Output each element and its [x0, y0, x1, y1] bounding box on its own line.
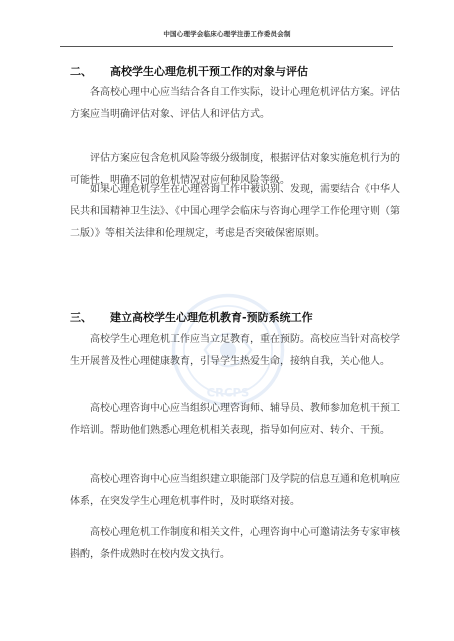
- section-3-paragraph-4: 高校心理危机工作制度和相关文件，心理咨询中心可邀请法务专家审核斟酌，条件成熟时在校内发文执行。: [70, 527, 400, 560]
- section-2-paragraph-1: 各高校心理中心应当结合各自工作实际，设计心理危机评估方案。评估方案应当明确评估对象、评估人和评估方式。: [70, 87, 400, 120]
- page-header: 中国心理学会临床心理学注册工作委员会制: [163, 30, 291, 38]
- section-3-paragraph-1: 高校学生心理危机工作应当立足教育，重在预防。高校应当针对高校学生开展普及性心理健康教育，引导学生热爱生命，接纳自我，关心他人。: [70, 334, 400, 367]
- header-divider: [60, 46, 393, 47]
- svg-text:CRCPS: CRCPS: [206, 385, 250, 400]
- section-3-heading: [70, 309, 313, 325]
- section-2-title: 高校学生心理危机干预工作的对象与评估: [110, 65, 308, 78]
- section-3-paragraph-3: 高校心理咨询中心应当组织建立职能部门及学院的信息互通和危机响应体系，在突发学生心理危机事件时，及时联络对接。: [70, 474, 400, 507]
- section-3-paragraph-2: 高校心理咨询中心应当组织心理咨询师、辅导员、教师参加危机干预工作培训。帮助他们熟悉心理危机相关表现，指导如何应对、转介、干预。: [70, 403, 400, 436]
- section-3-title: 建立高校学生心理危机教育-预防系统工作: [110, 311, 313, 324]
- section-2-heading: [70, 63, 308, 79]
- section-3-number: 三、: [70, 311, 92, 324]
- section-2-paragraph-3: 如果心理危机学生在心理咨询工作中被识别、发现，需要结合《中华人民共和国精神卫生法》、《中国心理学会临床与咨询心理学工作伦理守则（第二版）》等相关法律和伦理规定，考虑是否突破保密原则。: [70, 184, 400, 239]
- section-2-paragraph-2: 评估方案应包含危机风险等级分级制度，根据评估对象实施危机行为的可能性，明确不同的危机情况对应何种风险等级。: [70, 153, 400, 186]
- section-2-number: 二、: [70, 65, 92, 78]
